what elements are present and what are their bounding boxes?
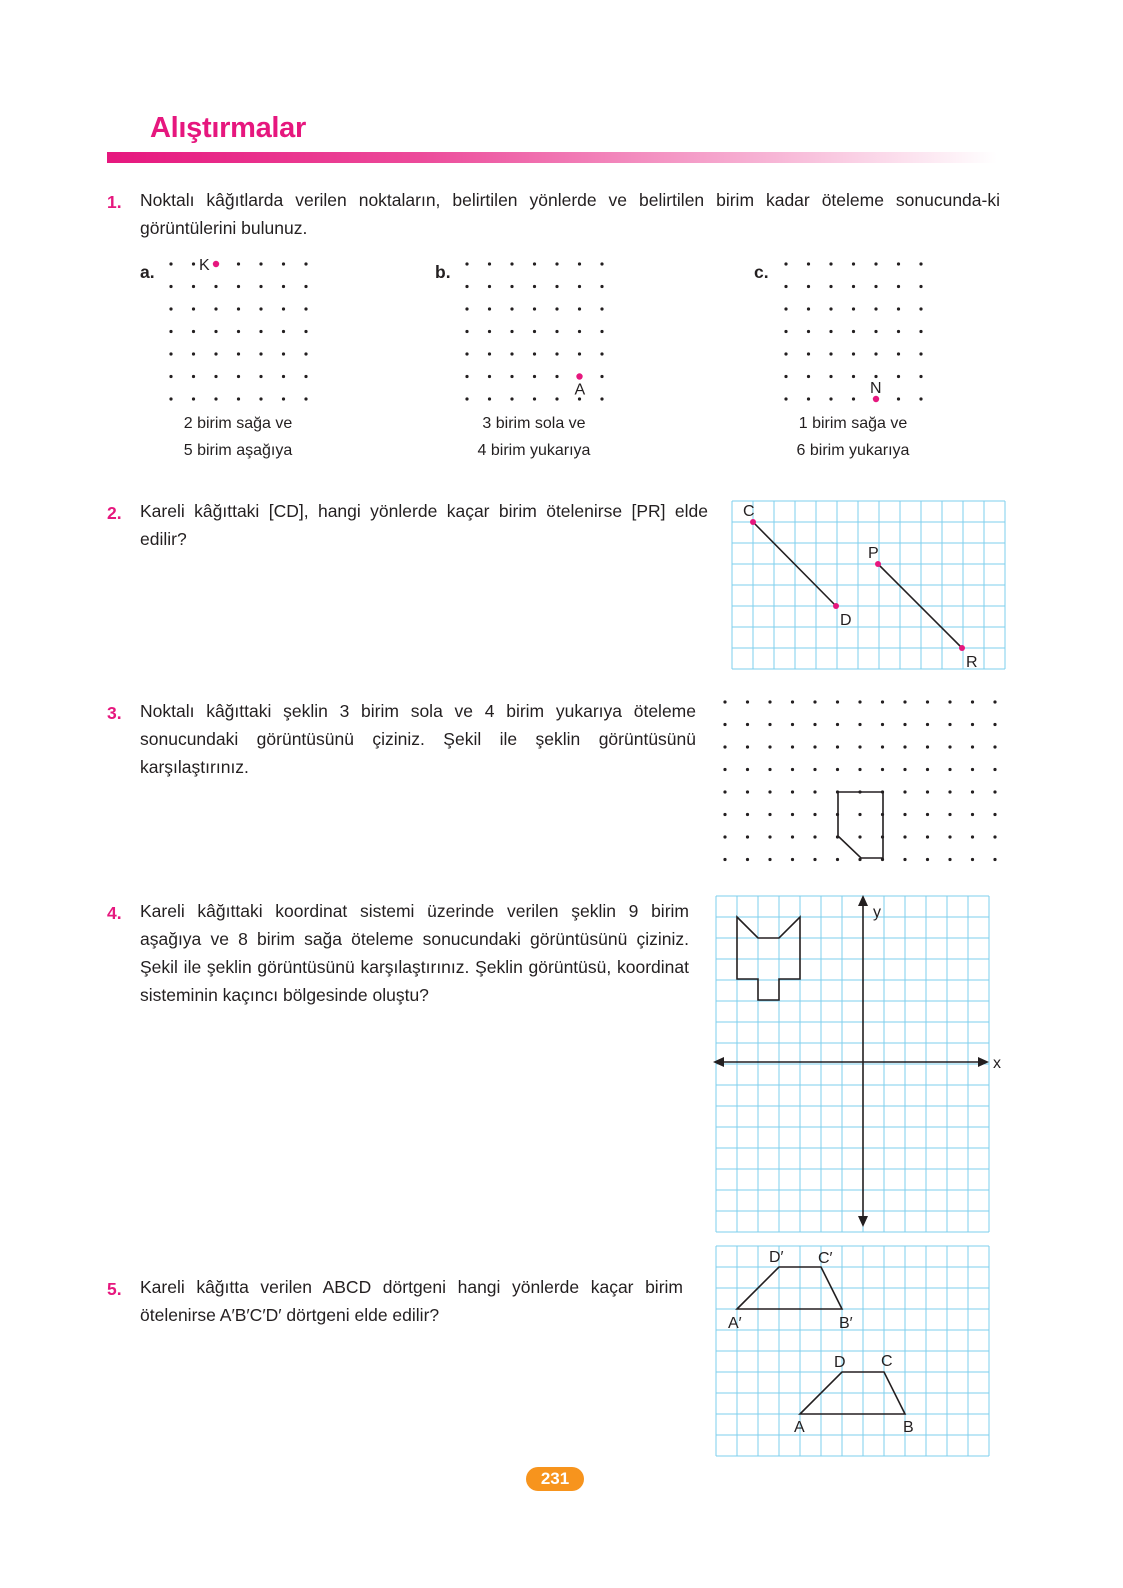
grid-dot	[807, 307, 810, 310]
grid-dot	[852, 262, 855, 265]
point-label: A	[574, 381, 586, 399]
grid-dot	[874, 375, 877, 378]
grid-dot	[858, 723, 861, 726]
grid-dot	[237, 262, 240, 265]
grid-dot	[555, 262, 558, 265]
grid-dot	[919, 352, 922, 355]
grid-dot	[948, 813, 951, 816]
highlight-point	[576, 373, 582, 379]
grid-dot	[488, 285, 491, 288]
grid-dot	[768, 768, 771, 771]
grid-dot	[971, 745, 974, 748]
grid-dot	[852, 375, 855, 378]
grid-dot	[555, 285, 558, 288]
q3-dot-grid	[715, 690, 1010, 870]
label-d-prime: D′	[769, 1249, 784, 1266]
grid-dot	[192, 375, 195, 378]
grid-dot	[791, 858, 794, 861]
grid-dot	[858, 813, 861, 816]
grid-dot	[993, 745, 996, 748]
grid-dot	[510, 352, 513, 355]
grid-dot	[919, 375, 922, 378]
grid-dot	[555, 397, 558, 400]
grid-dot	[510, 307, 513, 310]
title-bar	[107, 152, 997, 163]
grid-dot	[836, 745, 839, 748]
grid-dot	[578, 262, 581, 265]
y-axis-label: y	[873, 904, 881, 921]
grid-dot	[903, 723, 906, 726]
q4-number: 4.	[107, 903, 122, 923]
grid-dot	[903, 745, 906, 748]
grid-dot	[948, 745, 951, 748]
grid-dot	[926, 835, 929, 838]
grid-dot	[192, 285, 195, 288]
x-axis-right-arrow	[978, 1057, 989, 1067]
grid-dot	[813, 790, 816, 793]
x-axis-label: x	[993, 1055, 1001, 1072]
grid-dot	[169, 330, 172, 333]
grid-dot	[555, 307, 558, 310]
q1c-dot-grid	[770, 250, 940, 410]
grid-dot	[282, 285, 285, 288]
label-c: C	[881, 1353, 893, 1370]
grid-dot	[555, 375, 558, 378]
label-d: D	[834, 1354, 846, 1371]
grid-dot	[858, 835, 861, 838]
grid-dot	[192, 352, 195, 355]
grid-dot	[897, 262, 900, 265]
label-c: C	[743, 503, 755, 520]
grid-dot	[829, 262, 832, 265]
q1b-caption-line1: 3 birim sola ve	[482, 415, 586, 432]
grid-dot	[169, 352, 172, 355]
q1a-letter: a.	[140, 262, 155, 282]
grid-dot	[791, 813, 794, 816]
grid-dot	[926, 700, 929, 703]
grid-dot	[784, 330, 787, 333]
grid-dot	[874, 352, 877, 355]
grid-dot	[533, 352, 536, 355]
grid-dot	[282, 262, 285, 265]
grid-dot	[791, 745, 794, 748]
grid-dot	[723, 700, 726, 703]
grid-dot	[488, 262, 491, 265]
grid-dot	[169, 307, 172, 310]
grid-dot	[948, 768, 951, 771]
grid-dot	[600, 330, 603, 333]
grid-dot	[858, 745, 861, 748]
q1c-caption	[753, 410, 953, 464]
grid-dot	[971, 858, 974, 861]
grid-dot	[903, 700, 906, 703]
grid-dot	[836, 858, 839, 861]
grid-dot	[237, 352, 240, 355]
q2-grid-figure	[725, 495, 1010, 680]
grid-dot	[768, 813, 771, 816]
grid-dot	[488, 307, 491, 310]
grid-dot	[465, 352, 468, 355]
grid-dot	[813, 858, 816, 861]
grid-dot	[282, 397, 285, 400]
grid-dot	[169, 285, 172, 288]
grid-dot	[813, 835, 816, 838]
grid-dot	[971, 835, 974, 838]
grid-dot	[829, 375, 832, 378]
q3-shape	[838, 792, 883, 858]
q5-number: 5.	[107, 1279, 122, 1299]
q1c-caption-line1: 1 birim sağa ve	[798, 415, 908, 432]
q1-number: 1.	[107, 192, 122, 212]
y-axis-bottom-arrow	[858, 1216, 868, 1227]
grid-dot	[465, 330, 468, 333]
grid-dot	[768, 745, 771, 748]
grid-dot	[510, 262, 513, 265]
grid-dot	[852, 397, 855, 400]
grid-dot	[510, 330, 513, 333]
page-number-badge: 231	[526, 1467, 584, 1491]
grid-dot	[237, 285, 240, 288]
grid-dot	[948, 858, 951, 861]
grid-dot	[746, 723, 749, 726]
grid-dot	[304, 307, 307, 310]
grid-dot	[807, 285, 810, 288]
grid-dot	[304, 330, 307, 333]
grid-dot	[746, 745, 749, 748]
grid-dot	[993, 813, 996, 816]
grid-dot	[533, 262, 536, 265]
grid-dot	[874, 262, 877, 265]
grid-dot	[829, 285, 832, 288]
label-a: A	[794, 1419, 805, 1436]
q4-text: Kareli kâğıttaki koordinat sistemi üzerinde verilen şeklin 9 birim aşağıya ve 8 birim sağa öteleme sonucundaki görüntüsünü çiziniz. Şekil ile şeklin görüntüsünü karşılaştırınız. Şeklin görüntüsü, koordinat sisteminin kaçıncı bölgesinde oluştu?	[140, 901, 689, 1005]
grid-dot	[926, 768, 929, 771]
grid-dot	[465, 262, 468, 265]
grid-dot	[214, 397, 217, 400]
q2-text: Kareli kâğıttaki [CD], hangi yönlerde kaçar birim ötelenirse [PR] elde edilir?	[140, 501, 708, 549]
grid-dot	[858, 768, 861, 771]
grid-dot	[926, 813, 929, 816]
grid-dot	[993, 858, 996, 861]
grid-dot	[993, 723, 996, 726]
q1b-caption	[434, 410, 634, 464]
grid-dot	[807, 330, 810, 333]
grid-dot	[488, 397, 491, 400]
grid-dot	[768, 700, 771, 703]
grid-dot	[237, 307, 240, 310]
grid-dot	[926, 723, 929, 726]
grid-dot	[304, 352, 307, 355]
grid-dot	[813, 813, 816, 816]
q1c-letter: c.	[754, 262, 769, 282]
grid-dot	[214, 330, 217, 333]
grid-dot	[993, 768, 996, 771]
grid-dot	[852, 307, 855, 310]
q1-text: Noktalı kâğıtlarda verilen noktaların, belirtilen yönlerde ve belirtilen birim kadar öteleme sonucunda-ki görüntülerini bulunuz.	[140, 190, 1000, 238]
grid-dot	[852, 285, 855, 288]
grid-dot	[971, 723, 974, 726]
grid-dot	[919, 307, 922, 310]
grid-dot	[169, 262, 172, 265]
grid-dot	[919, 285, 922, 288]
grid-dot	[926, 790, 929, 793]
grid-dot	[214, 352, 217, 355]
q2-number: 2.	[107, 503, 122, 523]
grid-dot	[488, 352, 491, 355]
label-p: P	[868, 545, 879, 562]
grid-dot	[768, 790, 771, 793]
grid-dot	[746, 790, 749, 793]
grid-dot	[791, 790, 794, 793]
grid-dot	[192, 330, 195, 333]
grid-dot	[746, 768, 749, 771]
grid-dot	[169, 397, 172, 400]
grid-dot	[874, 330, 877, 333]
grid-dot	[533, 330, 536, 333]
grid-dot	[533, 375, 536, 378]
q5-text: Kareli kâğıtta verilen ABCD dörtgeni hangi yönlerde kaçar birim ötelenirse A′B′C′D′ dörtgeni elde edilir?	[140, 1277, 683, 1325]
label-b-prime: B′	[839, 1315, 853, 1332]
label-a-prime: A′	[728, 1315, 742, 1332]
highlight-point	[213, 261, 219, 267]
grid-dot	[897, 397, 900, 400]
grid-dot	[791, 768, 794, 771]
grid-dot	[555, 330, 558, 333]
q1a-caption-line1: 2 birim sağa ve	[183, 415, 293, 432]
grid-dot	[897, 375, 900, 378]
grid-dot	[919, 397, 922, 400]
x-axis-left-arrow	[713, 1057, 724, 1067]
q4-coordinate-grid	[710, 890, 1010, 1235]
grid-dot	[784, 307, 787, 310]
grid-dot	[897, 330, 900, 333]
grid-dot	[836, 700, 839, 703]
grid-dot	[919, 330, 922, 333]
grid-dot	[836, 723, 839, 726]
label-b: B	[903, 1419, 914, 1436]
grid-dot	[926, 858, 929, 861]
grid-dot	[723, 768, 726, 771]
grid-dot	[807, 375, 810, 378]
grid-dot	[192, 307, 195, 310]
grid-dot	[919, 262, 922, 265]
grid-dot	[488, 375, 491, 378]
q1a-caption-line2: 5 birim aşağıya	[183, 442, 293, 459]
grid-dot	[993, 835, 996, 838]
grid-dot	[600, 307, 603, 310]
grid-dot	[784, 262, 787, 265]
grid-dot	[259, 397, 262, 400]
grid-dot	[791, 700, 794, 703]
grid-dot	[993, 700, 996, 703]
grid-dot	[897, 307, 900, 310]
grid-dot	[600, 375, 603, 378]
grid-dot	[282, 375, 285, 378]
grid-dot	[784, 397, 787, 400]
page-title: Alıştırmalar	[150, 112, 306, 144]
grid-dot	[237, 330, 240, 333]
grid-dot	[578, 307, 581, 310]
q1a-dot-grid	[150, 250, 320, 410]
grid-dot	[807, 397, 810, 400]
grid-dot	[282, 352, 285, 355]
grid-dot	[971, 813, 974, 816]
grid-dot	[829, 307, 832, 310]
grid-dot	[813, 723, 816, 726]
grid-dot	[746, 858, 749, 861]
grid-dot	[881, 768, 884, 771]
grid-dot	[533, 285, 536, 288]
grid-dot	[578, 352, 581, 355]
grid-dot	[768, 723, 771, 726]
grid-dot	[881, 700, 884, 703]
grid-dot	[903, 835, 906, 838]
grid-dot	[465, 397, 468, 400]
grid-dot	[852, 352, 855, 355]
grid-dot	[836, 768, 839, 771]
grid-dot	[784, 375, 787, 378]
y-axis-top-arrow	[858, 895, 868, 906]
grid-dot	[723, 813, 726, 816]
grid-dot	[897, 352, 900, 355]
grid-dot	[829, 330, 832, 333]
grid-dot	[282, 330, 285, 333]
grid-dot	[993, 790, 996, 793]
grid-dot	[903, 813, 906, 816]
grid-dot	[533, 397, 536, 400]
grid-dot	[600, 285, 603, 288]
q1b-letter: b.	[435, 262, 451, 282]
grid-dot	[903, 858, 906, 861]
grid-dot	[971, 700, 974, 703]
q5-grid-figure	[710, 1240, 1000, 1465]
grid-dot	[304, 285, 307, 288]
grid-dot	[578, 330, 581, 333]
grid-dot	[723, 835, 726, 838]
grid-dot	[948, 723, 951, 726]
label-r: R	[966, 654, 978, 671]
grid-dot	[723, 745, 726, 748]
grid-dot	[259, 352, 262, 355]
grid-dot	[465, 375, 468, 378]
point-label: N	[870, 380, 882, 397]
grid-dot	[533, 307, 536, 310]
grid-dot	[214, 375, 217, 378]
grid-dot	[948, 835, 951, 838]
grid-dot	[214, 307, 217, 310]
grid-dot	[237, 375, 240, 378]
grid-dot	[829, 397, 832, 400]
grid-dot	[784, 352, 787, 355]
grid-dot	[723, 790, 726, 793]
grid-dot	[926, 745, 929, 748]
grid-dot	[600, 397, 603, 400]
grid-dot	[465, 285, 468, 288]
grid-dot	[903, 790, 906, 793]
grid-dot	[813, 768, 816, 771]
q3-text: Noktalı kâğıttaki şeklin 3 birim sola ve 4 birim yukarıya öteleme sonucundaki görüntüsünü çiziniz. Şekil ile şeklin görüntüsünü karşılaştırınız.	[140, 701, 696, 777]
grid-dot	[784, 285, 787, 288]
grid-dot	[807, 352, 810, 355]
grid-dot	[813, 700, 816, 703]
grid-dot	[600, 262, 603, 265]
grid-dot	[746, 700, 749, 703]
grid-dot	[881, 723, 884, 726]
q3-number: 3.	[107, 703, 122, 723]
grid-dot	[169, 375, 172, 378]
grid-dot	[304, 375, 307, 378]
grid-dot	[813, 745, 816, 748]
grid-dot	[948, 700, 951, 703]
grid-dot	[259, 330, 262, 333]
point-r	[959, 645, 965, 651]
q1b-caption-line2: 4 birim yukarıya	[477, 442, 591, 459]
grid-dot	[791, 723, 794, 726]
grid-dot	[304, 397, 307, 400]
grid-dot	[259, 375, 262, 378]
grid-dot	[259, 307, 262, 310]
grid-dot	[948, 790, 951, 793]
grid-dot	[723, 723, 726, 726]
grid-dot	[791, 835, 794, 838]
grid-dot	[192, 397, 195, 400]
q1a-caption	[138, 410, 338, 464]
grid-dot	[259, 285, 262, 288]
grid-dot	[555, 352, 558, 355]
grid-dot	[874, 307, 877, 310]
grid-dot	[488, 330, 491, 333]
label-c-prime: C′	[818, 1250, 833, 1267]
grid-dot	[214, 285, 217, 288]
grid-dot	[903, 768, 906, 771]
grid-dot	[510, 375, 513, 378]
grid-dot	[259, 262, 262, 265]
label-d: D	[840, 612, 852, 629]
grid-dot	[858, 700, 861, 703]
grid-dot	[192, 262, 195, 265]
grid-dot	[746, 813, 749, 816]
grid-dot	[746, 835, 749, 838]
grid-dot	[465, 307, 468, 310]
grid-dot	[881, 745, 884, 748]
grid-dot	[852, 330, 855, 333]
grid-dot	[971, 790, 974, 793]
grid-dot	[578, 285, 581, 288]
point-label: K	[199, 257, 210, 274]
grid-dot	[237, 397, 240, 400]
grid-dot	[829, 352, 832, 355]
grid-dot	[510, 285, 513, 288]
grid-dot	[510, 397, 513, 400]
grid-dot	[807, 262, 810, 265]
grid-dot	[768, 858, 771, 861]
grid-dot	[874, 285, 877, 288]
grid-dot	[304, 262, 307, 265]
grid-dot	[971, 768, 974, 771]
grid-dot	[723, 858, 726, 861]
q1c-caption-line2: 6 birim yukarıya	[796, 442, 910, 459]
grid-dot	[768, 835, 771, 838]
point-d	[833, 603, 839, 609]
q1b-dot-grid	[450, 250, 620, 410]
grid-dot	[600, 352, 603, 355]
grid-dot	[282, 307, 285, 310]
grid-dot	[897, 285, 900, 288]
